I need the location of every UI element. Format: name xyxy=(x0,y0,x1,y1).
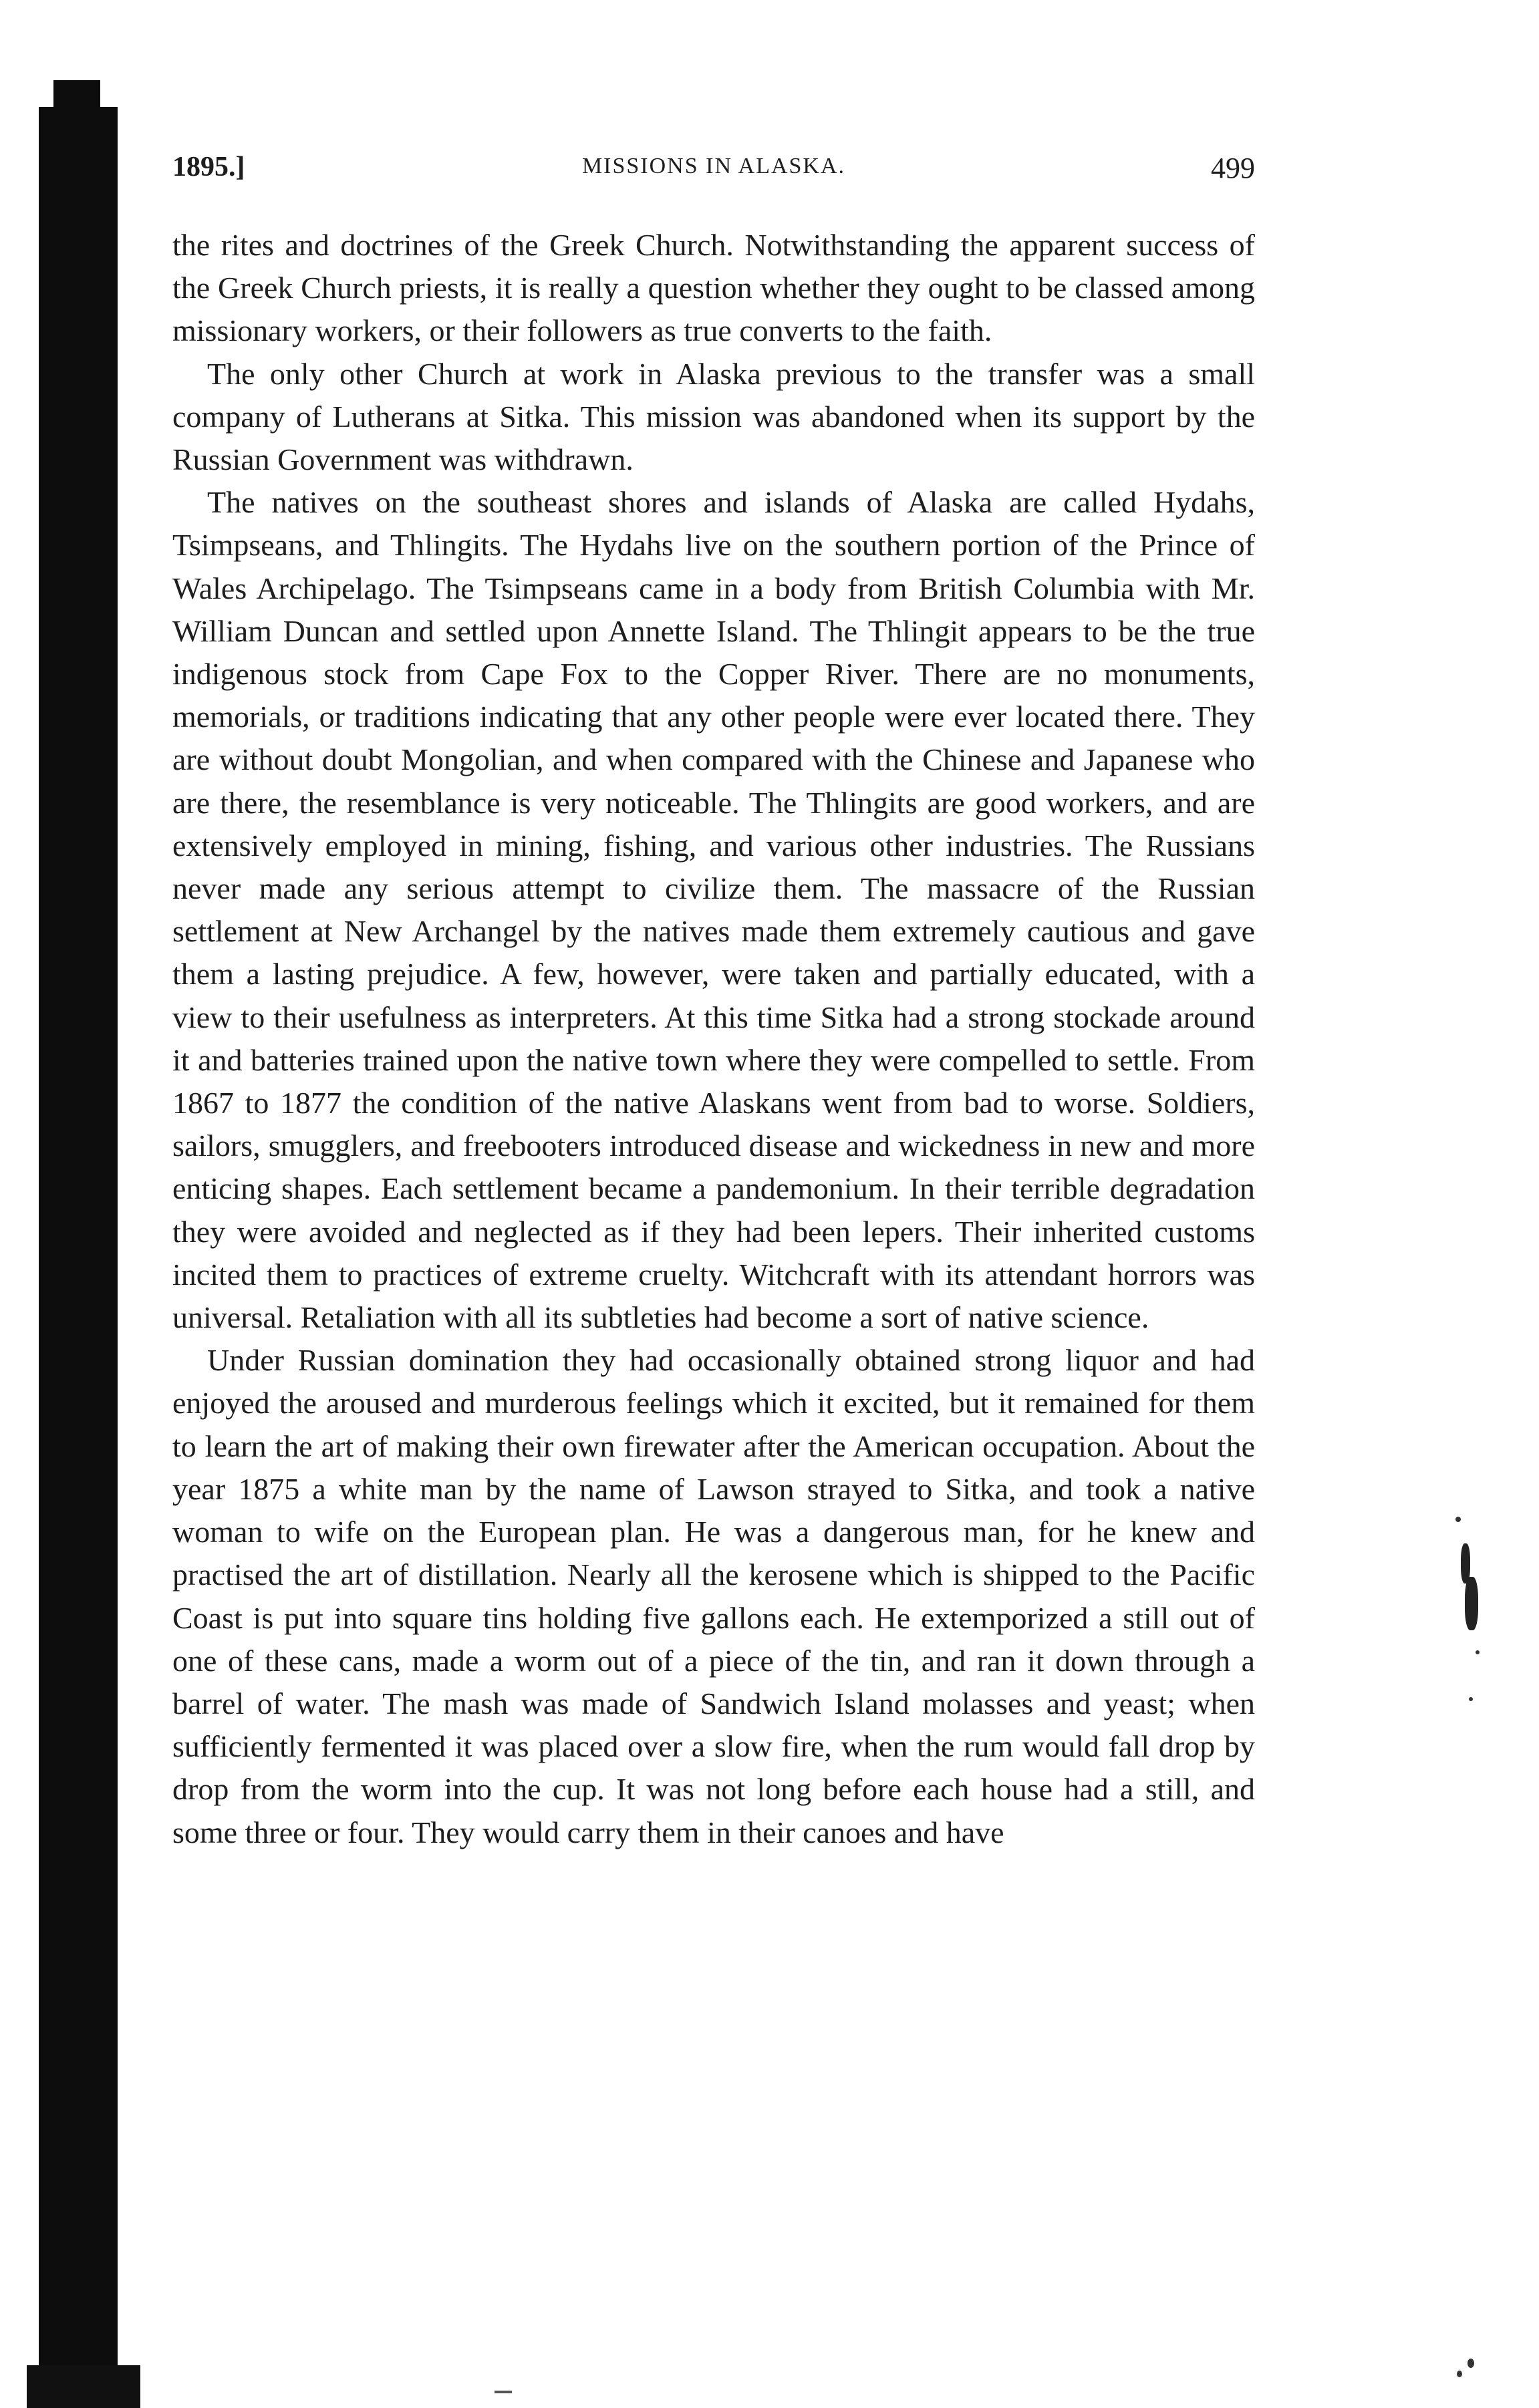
scan-speck xyxy=(1455,1517,1461,1522)
page-body xyxy=(172,224,1255,1854)
book-binding-edge-top xyxy=(53,80,100,120)
book-binding-edge xyxy=(39,107,118,2408)
paragraph-3: The natives on the southeast shores and islands of Alaska are called Hydahs, Tsimpseans, and Thlingits. The Hydahs live on the southern portion of the Prince of Wales Archipelago. The Tsimpseans came in a body from British Columbia with Mr. William Duncan and settled upon Annette Island. The Thlingit appears to be the true indigenous stock from Cape Fox to the Copper River. There are no monuments, memorials, or traditions indicating that any other people were ever located there. They are without doubt Mongolian, and when compared with the Chinese and Japanese who are there, the resemblance is very noticeable. The Thlingits are good workers, and are extensively employed in mining, fishing, and various other industries. The Russians never made any serious attempt to civilize them. The massacre of the Russian settlement at New Archangel by the natives made them extremely cautious and gave them a lasting prejudice. A few, however, were taken and partially educated, with a view to their usefulness as interpreters. At this time Sitka had a strong stockade around it and batteries trained upon the native town where they were compelled to settle. From 1867 to 1877 the condition of the native Alaskans went from bad to worse. Soldiers, sailors, smugglers, and freebooters introduced disease and wickedness in new and more enticing shapes. Each settlement became a pandemonium. In their terrible degradation they were avoided and neglected as if they had been lepers. Their inherited customs incited them to practices of extreme cruelty. Witchcraft with its attendant horrors was universal. Retaliation with all its subtleties had become a sort of native science. xyxy=(172,485,1255,1335)
running-header xyxy=(172,151,1255,191)
scan-speck xyxy=(1457,2371,1462,2377)
scan-speck xyxy=(1476,1650,1480,1654)
page-number: 499 xyxy=(1211,152,1255,184)
paragraph-2: The only other Church at work in Alaska previous to the transfer was a small company of Lutherans at Sitka. This mission was abandoned when its support by the Russian Government was withdrawn. xyxy=(172,356,1255,477)
header-title: MISSIONS IN ALASKA. xyxy=(581,154,846,178)
scan-speck xyxy=(1467,2359,1474,2368)
scan-speck xyxy=(1469,1697,1473,1701)
header-year: 1895.] xyxy=(172,152,245,182)
paragraph-4: Under Russian domination they had occasionally obtained strong liquor and had enjoyed the aroused and murderous feelings which it excited, but it remained for them to learn the art of making their own firewater after the American occupation. About the year 1875 a white man by the name of Lawson strayed to Sitka, and took a native woman to wife on the European plan. He was a dangerous man, for he knew and practised the art of distillation. Nearly all the kerosene which is shipped to the Pacific Coast is put into square tins holding five gallons each. He extemporized a still out of one of these cans, made a worm out of a piece of the tin, and ran it down through a barrel of water. The mash was made of Sandwich Island molasses and yeast; when sufficiently fermented it was placed over a slow fire, when the rum would fall drop by drop from the worm into the cup. It was not long before each house had a still, and some three or four. They would carry them in their canoes and have xyxy=(172,1343,1255,1849)
scan-mark xyxy=(495,2391,512,2393)
paragraph-1: the rites and doctrines of the Greek Church. Notwithstanding the apparent success of the Greek Church priests, it is really a question whether they ought to be classed among missionary workers, or their followers as true converts to the faith. xyxy=(172,228,1255,348)
book-binding-edge-bottom xyxy=(27,2365,140,2408)
margin-scan-marks xyxy=(1449,1497,1489,1717)
scan-mark xyxy=(1465,1577,1478,1630)
